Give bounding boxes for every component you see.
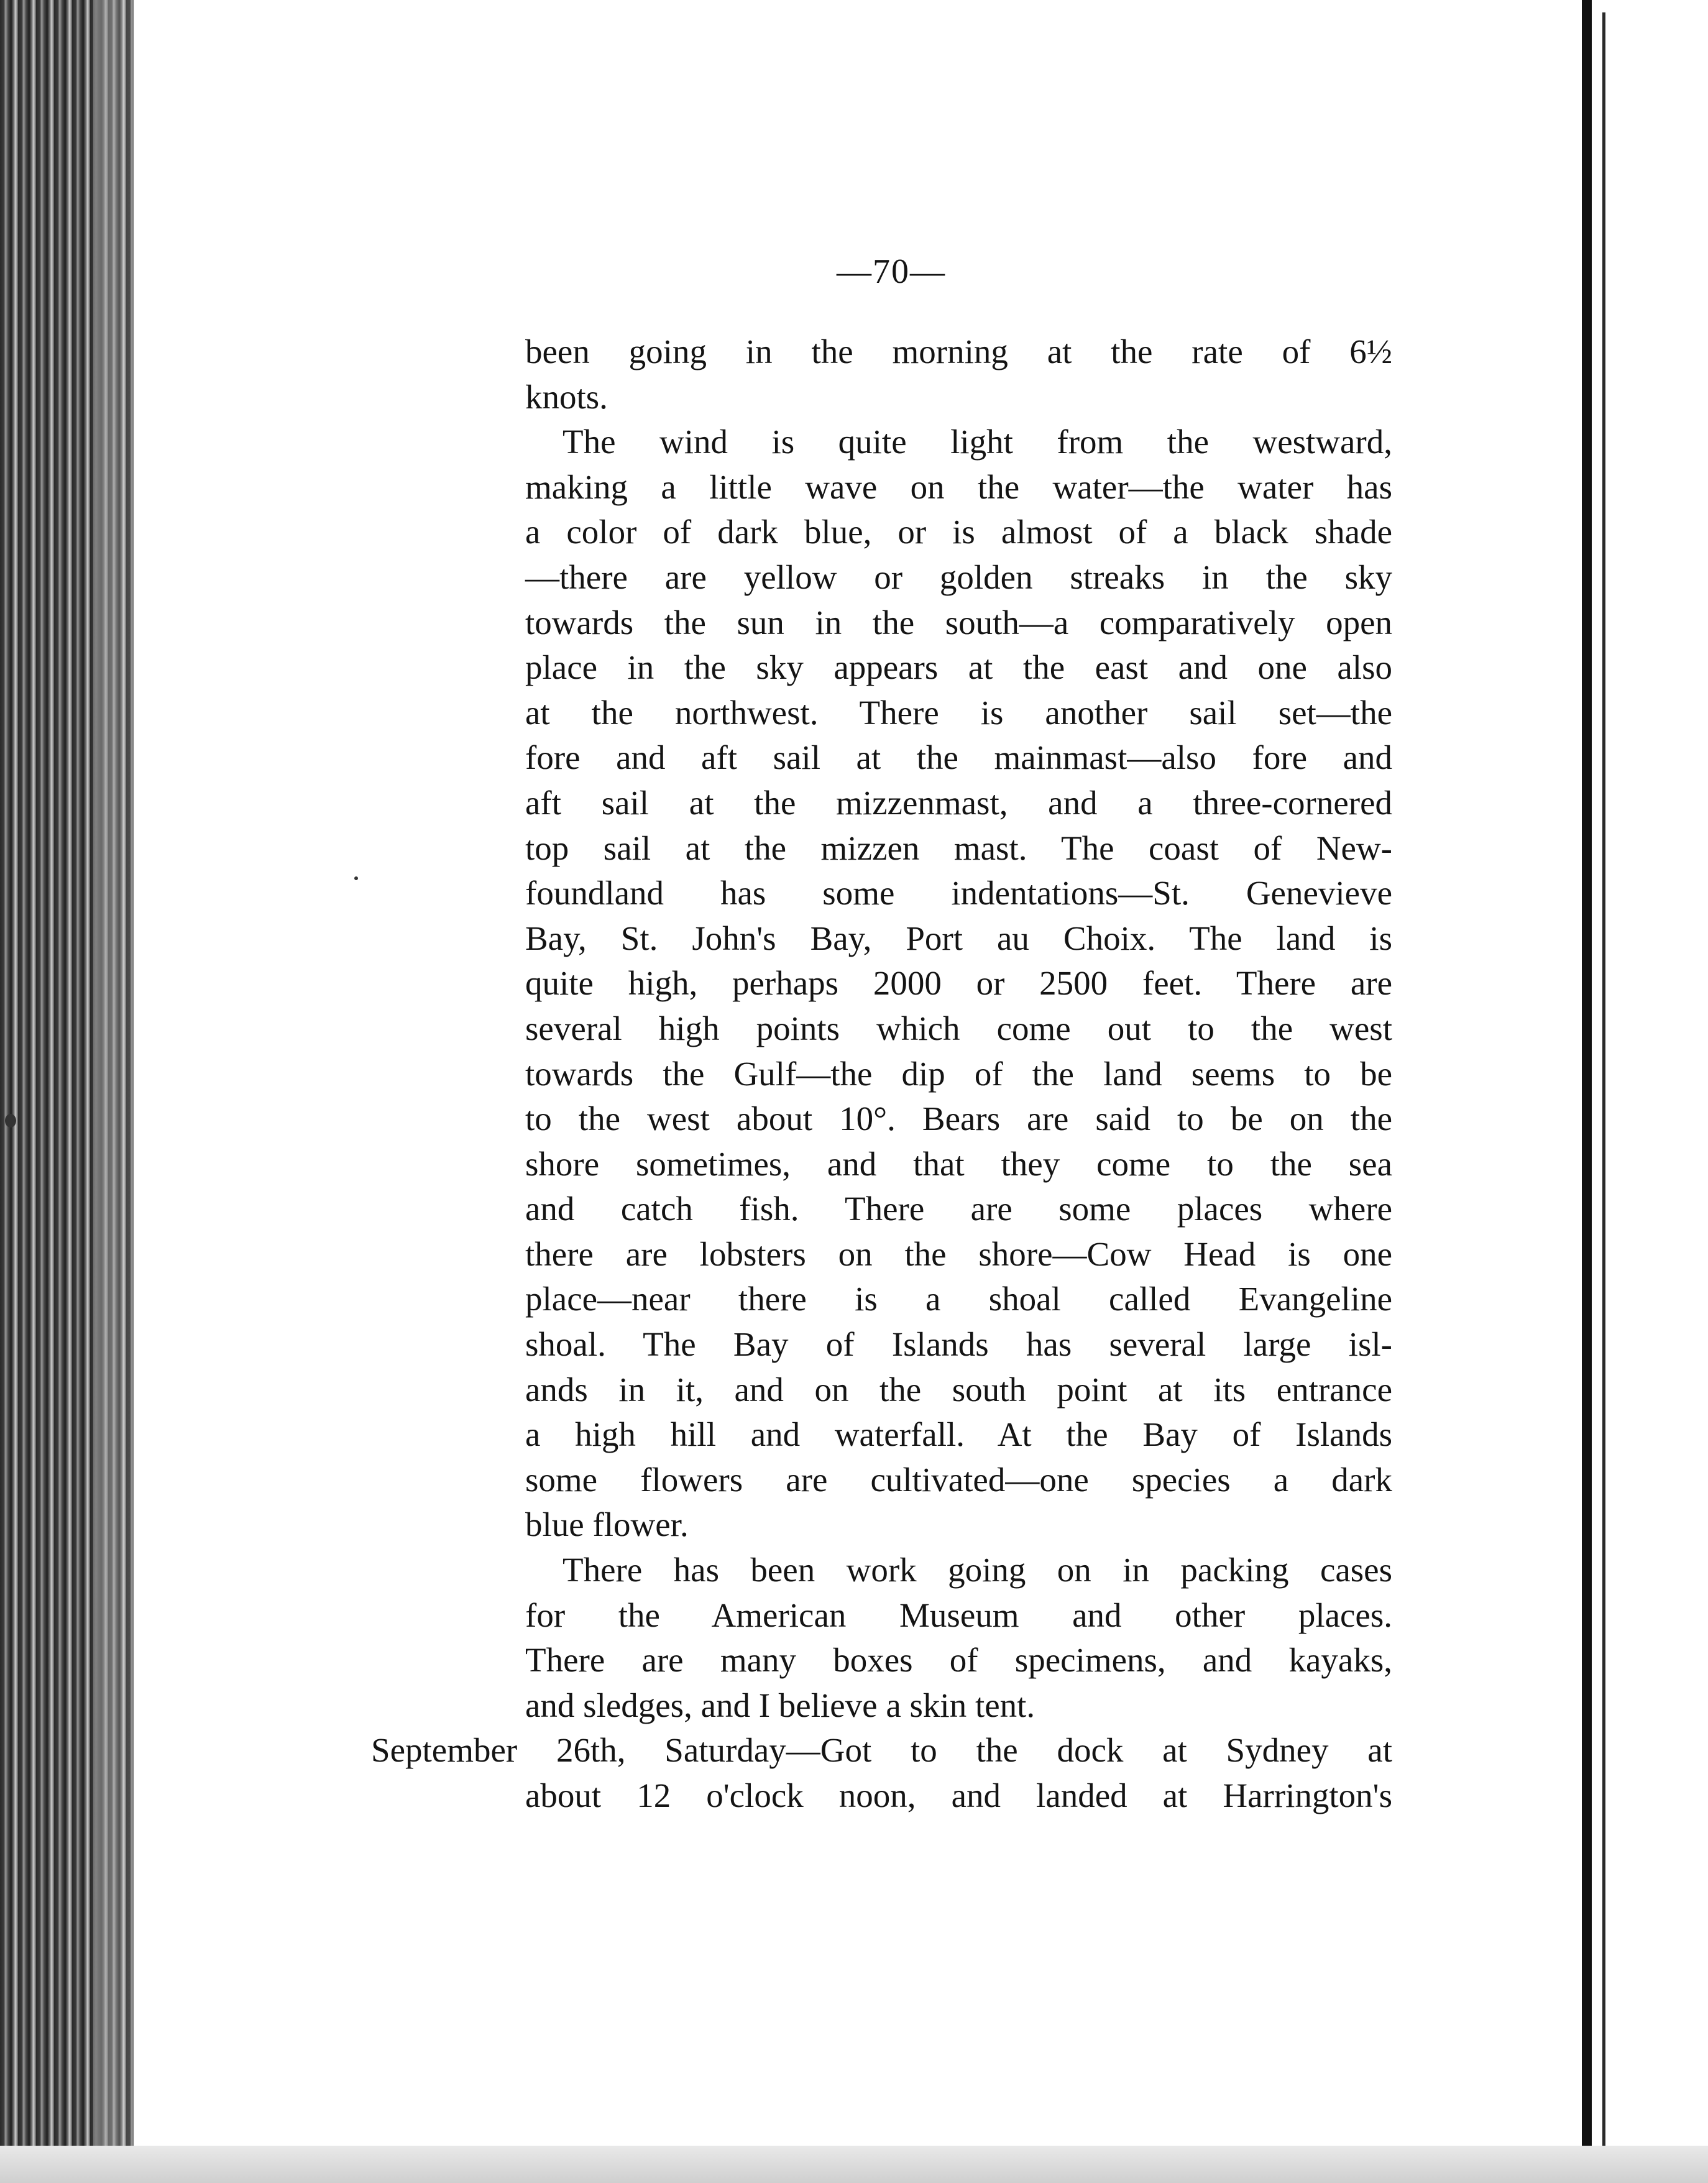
next-page-strip bbox=[1592, 0, 1708, 2183]
next-page-border bbox=[1602, 12, 1605, 2163]
text-line: there are lobsters on the shore—Cow Head is one bbox=[525, 1234, 1392, 1273]
text-line: ands in it, and on the south point at its entrance bbox=[525, 1370, 1392, 1409]
text-line: to the west about 10°. Bears are said to be on the bbox=[525, 1100, 1392, 1138]
text-line: top sail at the mizzen mast. The coast of New- bbox=[525, 829, 1392, 867]
page-number: —70— bbox=[837, 252, 946, 291]
text-line: about 12 o'clock noon, and landed at Harrington's bbox=[525, 1776, 1392, 1814]
text-line-dated-entry: September 26th, Saturday—Got to the dock at Sydney at bbox=[371, 1731, 1392, 1770]
text-line: —there are yellow or golden streaks in the sky bbox=[525, 558, 1392, 596]
text-line: There has been work going on in packing cases bbox=[562, 1551, 1392, 1589]
text-line: towards the sun in the south—a comparatively open bbox=[525, 603, 1392, 641]
text-line: quite high, perhaps 2000 or 2500 feet. There are bbox=[525, 964, 1392, 1003]
scan-speck bbox=[5, 1114, 16, 1128]
text-line: place—near there is a shoal called Evangeline bbox=[525, 1280, 1392, 1318]
text-line: shoal. The Bay of Islands has several large isl- bbox=[525, 1325, 1392, 1364]
text-line: The wind is quite light from the westward, bbox=[562, 423, 1392, 461]
text-line: knots. bbox=[525, 377, 608, 416]
text-line: and catch fish. There are some places where bbox=[525, 1190, 1392, 1228]
text-line: There are many boxes of specimens, and kayaks, bbox=[525, 1641, 1392, 1680]
text-line: been going in the morning at the rate of 6½ bbox=[525, 333, 1392, 370]
spine-shadow bbox=[93, 0, 137, 2183]
scan-speck bbox=[354, 876, 358, 880]
text-line: making a little wave on the water—the water has bbox=[525, 467, 1392, 506]
text-line: blue flower. bbox=[525, 1505, 689, 1544]
bottom-page-shadow bbox=[0, 2146, 1708, 2183]
text-line: shore sometimes, and that they come to the sea bbox=[525, 1144, 1392, 1183]
text-line: foundland has some indentations—St. Genevieve bbox=[525, 874, 1392, 912]
text-line: Bay, St. John's Bay, Port au Choix. The land is bbox=[525, 919, 1392, 957]
text-line: at the northwest. There is another sail set—the bbox=[525, 693, 1392, 732]
text-line: some flowers are cultivated—one species a dark bbox=[525, 1460, 1392, 1499]
body-text bbox=[371, 329, 1392, 1819]
text-line: towards the Gulf—the dip of the land seems to be bbox=[525, 1054, 1392, 1093]
text-line: aft sail at the mizzenmast, and a three-cornered bbox=[525, 783, 1392, 822]
text-line: fore and aft sail at the mainmast—also fore and bbox=[525, 738, 1392, 777]
text-line: a high hill and waterfall. At the Bay of Islands bbox=[525, 1415, 1392, 1454]
text-line: place in the sky appears at the east and one also bbox=[525, 648, 1392, 687]
text-line: and sledges, and I believe a skin tent. bbox=[525, 1686, 1035, 1724]
text-line: for the American Museum and other places. bbox=[525, 1596, 1392, 1634]
text-line: several high points which come out to the west bbox=[525, 1009, 1392, 1047]
text-line: a color of dark blue, or is almost of a black shade bbox=[525, 513, 1392, 551]
right-page-edge bbox=[1582, 0, 1592, 2183]
